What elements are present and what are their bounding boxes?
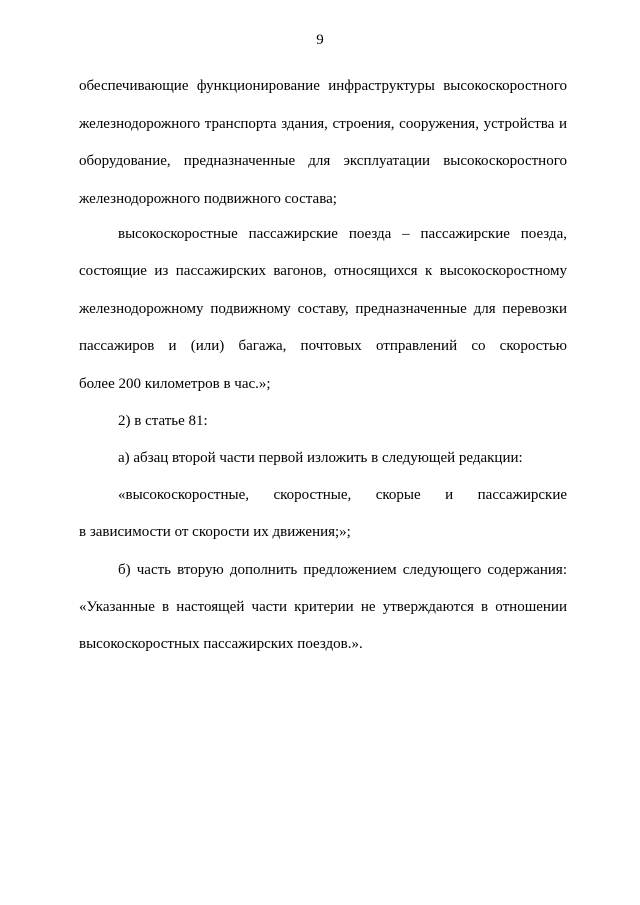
text-line: пассажиров и (или) багажа, почтовых отправлений со скоростью xyxy=(79,338,567,354)
text-line: обеспечивающие функционирование инфраструктуры высокоскоростного xyxy=(79,78,567,94)
text-line: «Указанные в настоящей части критерии не утверждаются в отношении xyxy=(79,599,567,615)
text-line: «высокоскоростные, скоростные, скорые и пассажирские xyxy=(118,487,567,503)
text-line: железнодорожного транспорта здания, строения, сооружения, устройства и xyxy=(79,116,567,132)
text-line: б) часть вторую дополнить предложением следующего содержания: xyxy=(118,562,567,578)
text-line: 2) в статье 81: xyxy=(118,413,208,429)
text-line: высокоскоростных пассажирских поездов.». xyxy=(79,636,363,652)
text-line: в зависимости от скорости их движения;»; xyxy=(79,524,351,540)
text-line: состоящие из пассажирских вагонов, относящихся к высокоскоростному xyxy=(79,263,567,279)
text-line: более 200 километров в час.»; xyxy=(79,376,271,392)
text-line: железнодорожного подвижного состава; xyxy=(79,191,337,207)
page-number: 9 xyxy=(316,32,324,48)
text-line: железнодорожному подвижному составу, предназначенные для перевозки xyxy=(79,301,567,317)
text-line: высокоскоростные пассажирские поезда – пассажирские поезда, xyxy=(118,226,567,242)
text-line: а) абзац второй части первой изложить в следующей редакции: xyxy=(118,450,523,466)
text-line: оборудование, предназначенные для эксплуатации высокоскоростного xyxy=(79,153,567,169)
